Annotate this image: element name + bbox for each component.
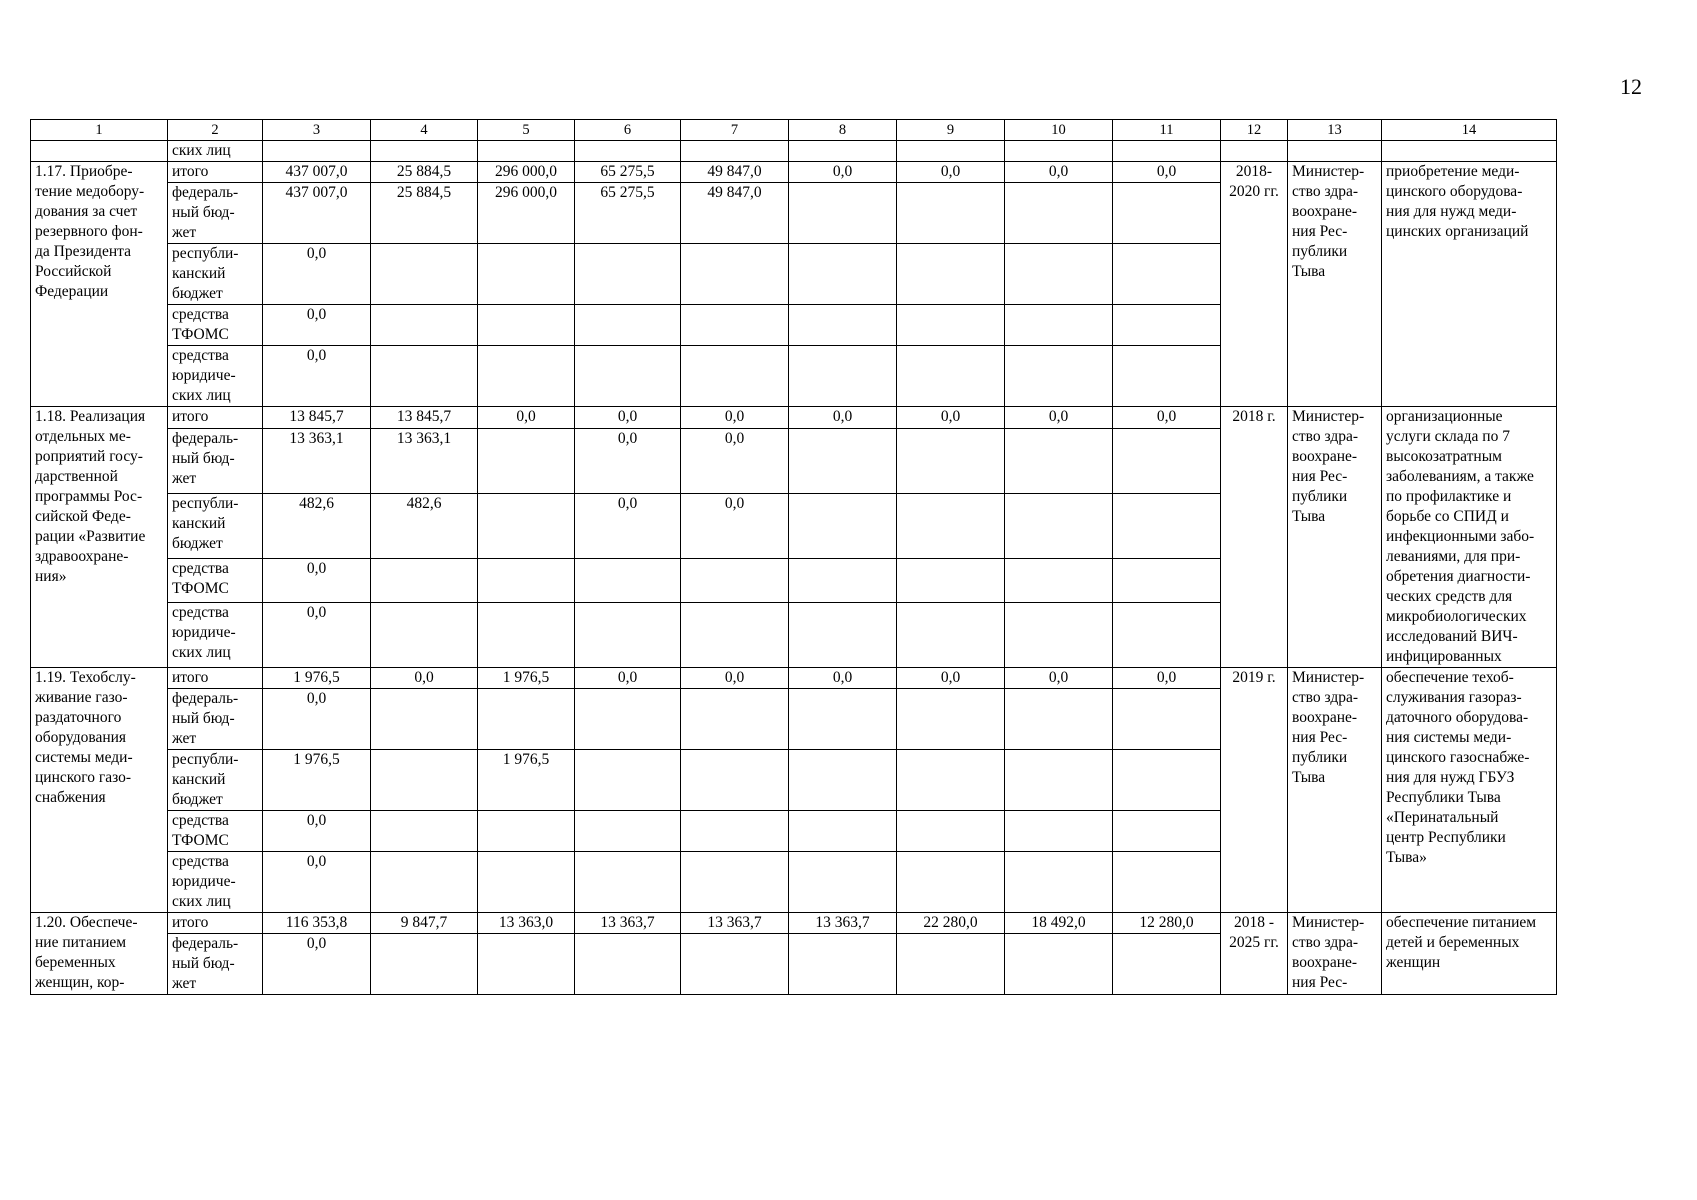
amount-cell bbox=[789, 141, 897, 162]
amount-cell: 13 845,7 bbox=[263, 407, 371, 429]
amount-cell bbox=[1005, 141, 1113, 162]
executor: Министер- ство здра- воохране- ния Рес- публики Тыва bbox=[1288, 162, 1382, 407]
amount-cell: 13 363,1 bbox=[371, 429, 478, 494]
funding-source: федераль- ный бюд- жет bbox=[168, 689, 263, 750]
amount-cell bbox=[789, 346, 897, 407]
amount-cell bbox=[1113, 244, 1221, 305]
amount-cell: 13 363,7 bbox=[789, 913, 897, 934]
budget-table bbox=[30, 119, 1557, 995]
amount-cell: 13 363,7 bbox=[681, 913, 789, 934]
amount-cell: 0,0 bbox=[263, 689, 371, 750]
amount-cell: 437 007,0 bbox=[263, 183, 371, 244]
page-number: 12 bbox=[1620, 74, 1642, 99]
amount-cell bbox=[575, 559, 681, 603]
funding-source: республи- канский бюджет bbox=[168, 494, 263, 559]
amount-cell bbox=[1005, 689, 1113, 750]
amount-cell bbox=[371, 689, 478, 750]
amount-cell bbox=[575, 689, 681, 750]
amount-cell bbox=[789, 811, 897, 852]
amount-cell bbox=[897, 346, 1005, 407]
amount-cell bbox=[681, 141, 789, 162]
amount-cell bbox=[1113, 141, 1221, 162]
amount-cell bbox=[1005, 183, 1113, 244]
expected-result: обеспечение техоб- служивания газораз- даточного оборудова- ния системы меди- цинского газоснабже- ния для нужд ГБУЗ Республики Тыва «Перинатальный центр Республики Тыва» bbox=[1382, 668, 1557, 913]
amount-cell bbox=[1113, 429, 1221, 494]
amount-cell: 0,0 bbox=[1113, 407, 1221, 429]
amount-cell bbox=[1113, 346, 1221, 407]
funding-source: республи- канский бюджет bbox=[168, 750, 263, 811]
amount-cell bbox=[371, 750, 478, 811]
funding-source: средства ТФОМС bbox=[168, 559, 263, 603]
amount-cell bbox=[897, 689, 1005, 750]
executor: Министер- ство здра- воохране- ния Рес- bbox=[1288, 913, 1382, 995]
amount-cell bbox=[1005, 429, 1113, 494]
funding-source: средства ТФОМС bbox=[168, 811, 263, 852]
amount-cell: 1 976,5 bbox=[478, 750, 575, 811]
amount-cell bbox=[789, 305, 897, 346]
section-name: 1.18. Реализация отдельных ме- роприятий госу- дарственной программы Рос- сийской Феде- рации «Развитие здравоохране- ния» bbox=[31, 407, 168, 668]
column-number: 10 bbox=[1005, 120, 1113, 141]
amount-cell bbox=[681, 559, 789, 603]
amount-cell bbox=[789, 494, 897, 559]
amount-cell bbox=[575, 305, 681, 346]
amount-cell bbox=[1113, 750, 1221, 811]
amount-cell bbox=[681, 689, 789, 750]
amount-cell: 12 280,0 bbox=[1113, 913, 1221, 934]
amount-cell bbox=[478, 934, 575, 995]
amount-cell bbox=[371, 852, 478, 913]
amount-cell: 0,0 bbox=[263, 244, 371, 305]
amount-cell bbox=[789, 429, 897, 494]
amount-cell bbox=[371, 934, 478, 995]
amount-cell bbox=[681, 852, 789, 913]
column-number: 2 bbox=[168, 120, 263, 141]
amount-cell bbox=[371, 346, 478, 407]
amount-cell: 0,0 bbox=[1005, 162, 1113, 183]
amount-cell bbox=[1005, 494, 1113, 559]
amount-cell: 65 275,5 bbox=[575, 183, 681, 244]
amount-cell bbox=[789, 244, 897, 305]
amount-cell: 0,0 bbox=[575, 429, 681, 494]
amount-cell bbox=[681, 750, 789, 811]
funding-source: федераль- ный бюд- жет bbox=[168, 934, 263, 995]
column-number: 9 bbox=[897, 120, 1005, 141]
amount-cell: 0,0 bbox=[897, 668, 1005, 689]
amount-cell bbox=[478, 689, 575, 750]
amount-cell bbox=[1113, 602, 1221, 667]
amount-cell: 0,0 bbox=[263, 602, 371, 667]
amount-cell: 0,0 bbox=[897, 407, 1005, 429]
column-number: 6 bbox=[575, 120, 681, 141]
funding-source: средства юридиче- ских лиц bbox=[168, 346, 263, 407]
amount-cell bbox=[789, 852, 897, 913]
amount-cell bbox=[575, 852, 681, 913]
section-name-cell bbox=[31, 141, 168, 162]
amount-cell bbox=[1113, 494, 1221, 559]
amount-cell bbox=[575, 346, 681, 407]
implementation-period: 2018- 2020 гг. bbox=[1221, 162, 1288, 407]
amount-cell: 0,0 bbox=[575, 407, 681, 429]
amount-cell bbox=[897, 244, 1005, 305]
carryover-row bbox=[31, 141, 1557, 162]
amount-cell bbox=[478, 429, 575, 494]
amount-cell bbox=[897, 559, 1005, 603]
table-row bbox=[31, 913, 1557, 934]
amount-cell: 482,6 bbox=[371, 494, 478, 559]
amount-cell bbox=[897, 934, 1005, 995]
funding-source: федераль- ный бюд- жет bbox=[168, 183, 263, 244]
funding-source: итого bbox=[168, 407, 263, 429]
column-number: 3 bbox=[263, 120, 371, 141]
column-number-row bbox=[31, 120, 1557, 141]
amount-cell: 0,0 bbox=[1005, 668, 1113, 689]
amount-cell bbox=[681, 934, 789, 995]
amount-cell bbox=[897, 750, 1005, 811]
amount-cell bbox=[1005, 811, 1113, 852]
section-name: 1.19. Техобслу- живание газо- раздаточного оборудования системы меди- цинского газо- снабжения bbox=[31, 668, 168, 913]
amount-cell bbox=[1005, 244, 1113, 305]
funding-source: итого bbox=[168, 162, 263, 183]
amount-cell bbox=[1113, 559, 1221, 603]
amount-cell: 49 847,0 bbox=[681, 183, 789, 244]
table-row bbox=[31, 407, 1557, 429]
amount-cell bbox=[1113, 183, 1221, 244]
amount-cell bbox=[897, 305, 1005, 346]
info-cell bbox=[1382, 141, 1557, 162]
column-number: 5 bbox=[478, 120, 575, 141]
implementation-period: 2018 г. bbox=[1221, 407, 1288, 668]
amount-cell bbox=[789, 934, 897, 995]
amount-cell: 0,0 bbox=[263, 811, 371, 852]
amount-cell bbox=[789, 689, 897, 750]
amount-cell bbox=[371, 305, 478, 346]
section-name: 1.17. Приобре- тение медобору- дования за счет резервного фон- да Президента Российской Федерации bbox=[31, 162, 168, 407]
amount-cell: 0,0 bbox=[681, 429, 789, 494]
amount-cell bbox=[1113, 305, 1221, 346]
amount-cell bbox=[897, 429, 1005, 494]
amount-cell bbox=[681, 305, 789, 346]
amount-cell bbox=[681, 602, 789, 667]
amount-cell bbox=[371, 811, 478, 852]
amount-cell: 0,0 bbox=[371, 668, 478, 689]
amount-cell bbox=[478, 602, 575, 667]
amount-cell: 49 847,0 bbox=[681, 162, 789, 183]
amount-cell bbox=[263, 141, 371, 162]
amount-cell: 0,0 bbox=[1113, 162, 1221, 183]
funding-source: ских лиц bbox=[168, 141, 263, 162]
funding-source: итого bbox=[168, 668, 263, 689]
amount-cell bbox=[1005, 934, 1113, 995]
amount-cell bbox=[478, 852, 575, 913]
amount-cell bbox=[897, 494, 1005, 559]
amount-cell bbox=[371, 244, 478, 305]
amount-cell: 0,0 bbox=[789, 162, 897, 183]
funding-source: республи- канский бюджет bbox=[168, 244, 263, 305]
amount-cell: 437 007,0 bbox=[263, 162, 371, 183]
amount-cell bbox=[789, 602, 897, 667]
section-name: 1.20. Обеспече- ние питанием беременных женщин, кор- bbox=[31, 913, 168, 995]
amount-cell bbox=[371, 141, 478, 162]
amount-cell bbox=[897, 141, 1005, 162]
amount-cell: 65 275,5 bbox=[575, 162, 681, 183]
column-number: 4 bbox=[371, 120, 478, 141]
amount-cell bbox=[478, 494, 575, 559]
amount-cell bbox=[1005, 559, 1113, 603]
amount-cell bbox=[1113, 852, 1221, 913]
column-number: 1 bbox=[31, 120, 168, 141]
implementation-period: 2018 - 2025 гг. bbox=[1221, 913, 1288, 995]
amount-cell bbox=[897, 852, 1005, 913]
amount-cell bbox=[681, 346, 789, 407]
table-row bbox=[31, 668, 1557, 689]
amount-cell: 0,0 bbox=[789, 407, 897, 429]
amount-cell: 25 884,5 bbox=[371, 183, 478, 244]
amount-cell: 0,0 bbox=[1005, 407, 1113, 429]
amount-cell: 0,0 bbox=[789, 668, 897, 689]
amount-cell: 13 363,0 bbox=[478, 913, 575, 934]
amount-cell bbox=[1005, 602, 1113, 667]
amount-cell bbox=[478, 811, 575, 852]
amount-cell bbox=[478, 141, 575, 162]
amount-cell bbox=[575, 811, 681, 852]
amount-cell: 13 363,7 bbox=[575, 913, 681, 934]
amount-cell bbox=[897, 183, 1005, 244]
funding-source: федераль- ный бюд- жет bbox=[168, 429, 263, 494]
amount-cell: 9 847,7 bbox=[371, 913, 478, 934]
expected-result: приобретение меди- цинского оборудова- ния для нужд меди- цинских организаций bbox=[1382, 162, 1557, 407]
amount-cell: 0,0 bbox=[575, 494, 681, 559]
amount-cell: 0,0 bbox=[478, 407, 575, 429]
expected-result: обеспечение питанием детей и беременных женщин bbox=[1382, 913, 1557, 995]
amount-cell: 0,0 bbox=[681, 668, 789, 689]
amount-cell: 0,0 bbox=[263, 346, 371, 407]
amount-cell: 0,0 bbox=[263, 559, 371, 603]
amount-cell bbox=[478, 305, 575, 346]
amount-cell bbox=[1005, 305, 1113, 346]
amount-cell: 0,0 bbox=[575, 668, 681, 689]
amount-cell bbox=[478, 244, 575, 305]
executor: Министер- ство здра- воохране- ния Рес- публики Тыва bbox=[1288, 668, 1382, 913]
amount-cell: 296 000,0 bbox=[478, 162, 575, 183]
amount-cell: 1 976,5 bbox=[478, 668, 575, 689]
column-number: 12 bbox=[1221, 120, 1288, 141]
amount-cell: 0,0 bbox=[263, 852, 371, 913]
table-row bbox=[31, 162, 1557, 183]
amount-cell: 482,6 bbox=[263, 494, 371, 559]
funding-source: итого bbox=[168, 913, 263, 934]
amount-cell bbox=[789, 559, 897, 603]
amount-cell bbox=[897, 811, 1005, 852]
info-cell bbox=[1221, 141, 1288, 162]
amount-cell bbox=[371, 602, 478, 667]
amount-cell bbox=[575, 244, 681, 305]
amount-cell bbox=[478, 559, 575, 603]
column-number: 11 bbox=[1113, 120, 1221, 141]
amount-cell bbox=[1113, 934, 1221, 995]
amount-cell: 0,0 bbox=[263, 305, 371, 346]
amount-cell bbox=[575, 141, 681, 162]
amount-cell: 13 363,1 bbox=[263, 429, 371, 494]
amount-cell bbox=[789, 750, 897, 811]
amount-cell: 0,0 bbox=[263, 934, 371, 995]
column-number: 14 bbox=[1382, 120, 1557, 141]
column-number: 8 bbox=[789, 120, 897, 141]
amount-cell bbox=[575, 602, 681, 667]
amount-cell bbox=[789, 183, 897, 244]
info-cell bbox=[1288, 141, 1382, 162]
amount-cell: 0,0 bbox=[681, 407, 789, 429]
amount-cell bbox=[1113, 811, 1221, 852]
amount-cell bbox=[575, 750, 681, 811]
expected-result: организационные услуги склада по 7 высокозатратным заболеваниям, а также по профилактике и борьбе со СПИД и инфекционными забо- леваниями, для при- обретения диагности- ческих средств для микробиологических исследований ВИЧ- инфицированных bbox=[1382, 407, 1557, 668]
amount-cell: 0,0 bbox=[1113, 668, 1221, 689]
amount-cell bbox=[1005, 346, 1113, 407]
amount-cell: 13 845,7 bbox=[371, 407, 478, 429]
amount-cell bbox=[1005, 750, 1113, 811]
amount-cell bbox=[681, 244, 789, 305]
amount-cell bbox=[1005, 852, 1113, 913]
funding-source: средства ТФОМС bbox=[168, 305, 263, 346]
amount-cell bbox=[897, 602, 1005, 667]
amount-cell bbox=[371, 559, 478, 603]
amount-cell: 0,0 bbox=[897, 162, 1005, 183]
amount-cell: 116 353,8 bbox=[263, 913, 371, 934]
amount-cell: 22 280,0 bbox=[897, 913, 1005, 934]
amount-cell: 296 000,0 bbox=[478, 183, 575, 244]
amount-cell: 0,0 bbox=[681, 494, 789, 559]
amount-cell: 1 976,5 bbox=[263, 668, 371, 689]
executor: Министер- ство здра- воохране- ния Рес- публики Тыва bbox=[1288, 407, 1382, 668]
amount-cell bbox=[478, 346, 575, 407]
column-number: 7 bbox=[681, 120, 789, 141]
amount-cell bbox=[1113, 689, 1221, 750]
amount-cell: 1 976,5 bbox=[263, 750, 371, 811]
funding-source: средства юридиче- ских лиц bbox=[168, 602, 263, 667]
amount-cell: 18 492,0 bbox=[1005, 913, 1113, 934]
amount-cell bbox=[681, 811, 789, 852]
amount-cell: 25 884,5 bbox=[371, 162, 478, 183]
implementation-period: 2019 г. bbox=[1221, 668, 1288, 913]
funding-source: средства юридиче- ских лиц bbox=[168, 852, 263, 913]
amount-cell bbox=[575, 934, 681, 995]
column-number: 13 bbox=[1288, 120, 1382, 141]
